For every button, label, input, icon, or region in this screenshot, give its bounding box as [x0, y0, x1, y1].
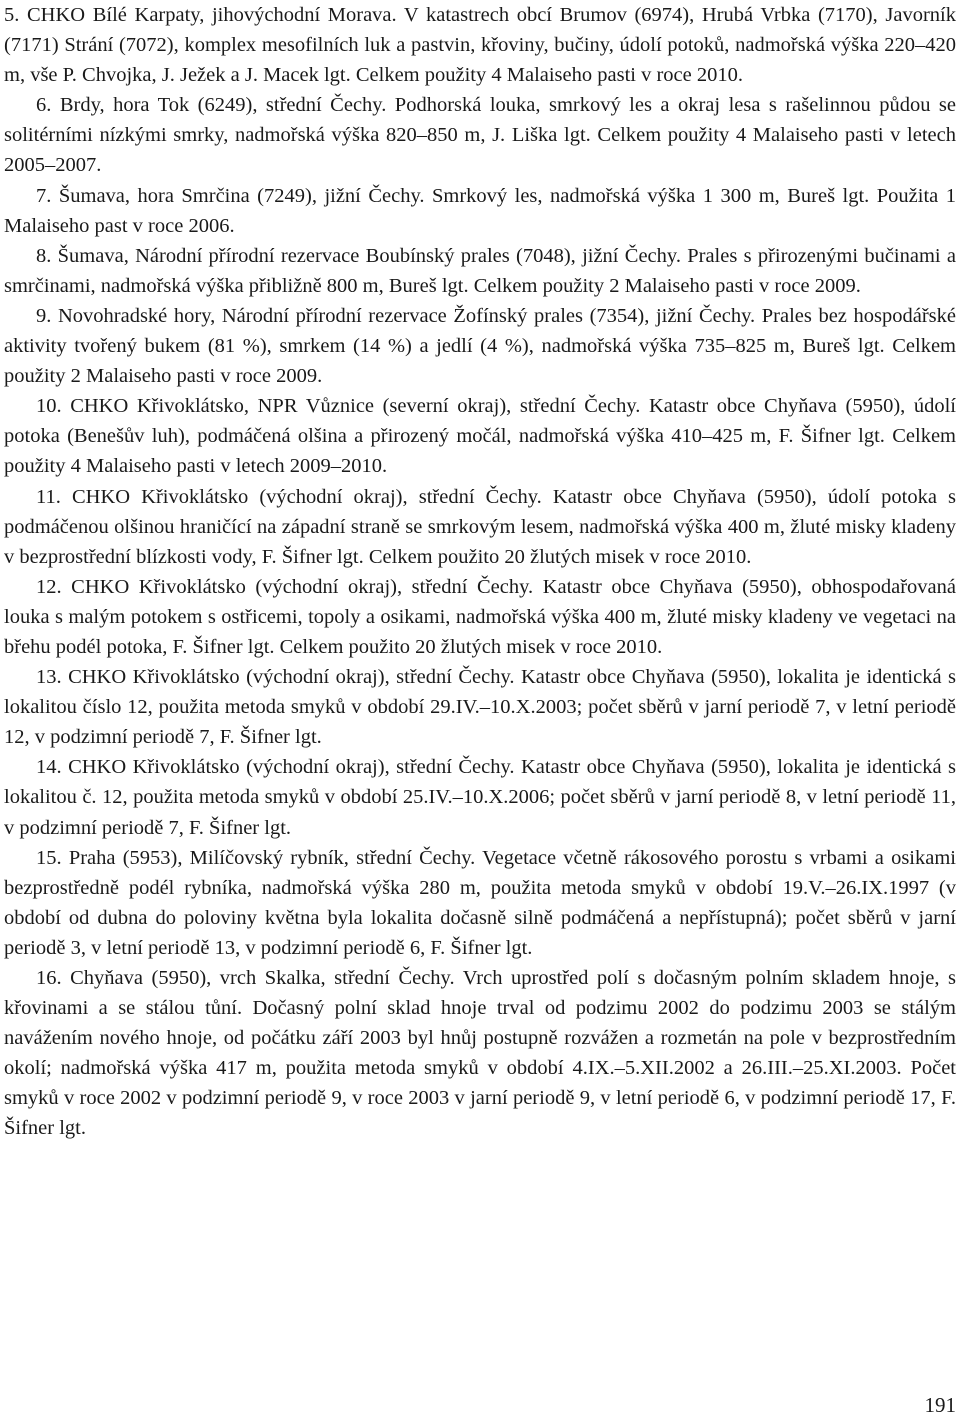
locality-paragraph-5: 5. CHKO Bílé Karpaty, jihovýchodní Morava. V katastrech obcí Brumov (6974), Hrubá Vrbka (7170), Javorník (7171) Strání (7072), komplex mesofilních luk a pastvin, křoviny, bučiny, údolí potoků, nadmořská výška 220–420 m, vše P. Chvojka, J. Ježek a J. Macek lgt. Celkem použity 4 Malaiseho pasti v roce 2010.: [4, 4, 956, 87]
locality-paragraph-12: 12. CHKO Křivoklátsko (východní okraj), střední Čechy. Katastr obce Chyňava (5950), obhospodařovaná louka s malým potokem s ostřicemi, topoly a osikami, nadmořská výška 400 m, žluté misky kladeny ve vegetaci na břehu podél potoka, F. Šifner lgt. Celkem použito 20 žlutých misek v roce 2010.: [4, 575, 956, 658]
locality-paragraph-8: 8. Šumava, Národní přírodní rezervace Boubínský prales (7048), jižní Čechy. Prales s přirozenými bučinami a smrčinami, nadmořská výška přibližně 800 m, Bureš lgt. Celkem použity 2 Malaiseho pasti v roce 2009.: [4, 244, 956, 297]
locality-paragraph-11: 11. CHKO Křivoklátsko (východní okraj), střední Čechy. Katastr obce Chyňava (5950), údolí potoka s podmáčenou olšinou hraničící na západní straně se smrkovým lesem, nadmořská výška 400 m, žluté misky kladeny v bezprostřední blízkosti vody, F. Šifner lgt. Celkem použito 20 žlutých misek v roce 2010.: [4, 485, 956, 568]
locality-paragraph-9: 9. Novohradské hory, Národní přírodní rezervace Žofínský prales (7354), jižní Čechy. Prales bez hospodářské aktivity tvořený bukem (81 %), smrkem (14 %) a jedlí (4 %), nadmořská výška 735–825 m, Bureš lgt. Celkem použity 2 Malaiseho pasti v roce 2009.: [4, 304, 956, 388]
locality-paragraph-7: 7. Šumava, hora Smrčina (7249), jižní Čechy. Smrkový les, nadmořská výška 1 300 m, Bureš lgt. Použita 1 Malaiseho past v roce 2006.: [4, 184, 956, 237]
page-number: 191: [924, 1393, 956, 1417]
locality-paragraph-13: 13. CHKO Křivoklátsko (východní okraj), střední Čechy. Katastr obce Chyňava (5950), lokalita je identická s lokalitou číslo 12, použita metoda smyků v období 29.IV.–10.X.2003; počet sběrů v jarní periodě 7, v letní periodě 12, v podzimní periodě 7, F. Šifner lgt.: [4, 666, 956, 749]
locality-paragraph-14: 14. CHKO Křivoklátsko (východní okraj), střední Čechy. Katastr obce Chyňava (5950), lokalita je identická s lokalitou č. 12, použita metoda smyků v období 25.IV.–10.X.2006; počet sběrů v jarní periodě 8, v letní periodě 11, v podzimní periodě 7, F. Šifner lgt.: [4, 756, 956, 839]
locality-paragraph-10: 10. CHKO Křivoklátsko, NPR Vůznice (severní okraj), střední Čechy. Katastr obce Chyňava (5950), údolí potoka (Benešův luh), podmáčená olšina a přirozený močál, nadmořská výška 410–425 m, F. Šifner lgt. Celkem použity 4 Malaiseho pasti v letech 2009–2010.: [4, 395, 956, 478]
locality-paragraph-16: 16. Chyňava (5950), vrch Skalka, střední Čechy. Vrch uprostřed polí s dočasným polním skladem hnoje, s křovinami a se stálou tůní. Dočasný polní sklad hnoje trval od podzimu 2002 do podzimu 2003 se stálým navážením nového hnoje, od počátku září 2003 byl hnůj postupně rozvážen a rozmetán na pole v bezprostředním okolí; nadmořská výška 417 m, použita metoda smyků v období 4.IX.–5.XII.2002 a 26.III.–25.XI.2003. Počet smyků v roce 2002 v podzimní periodě 9, v roce 2003 v jarní periodě 9, v letní periodě 6, v podzimní periodě 17, F. Šifner lgt.: [4, 967, 956, 1140]
locality-paragraph-15: 15. Praha (5953), Milíčovský rybník, střední Čechy. Vegetace včetně rákosového porostu s vrbami a osikami bezprostředně podél rybníka, nadmořská výška 280 m, použita metoda smyků v období 19.V.–26.IX.1997 (v období od dubna do poloviny května byla lokalita dočasně silně podmáčená a nepřístupná); počet sběrů v jarní periodě 3, v letní periodě 13, v podzimní periodě 6, F. Šifner lgt.: [4, 846, 956, 959]
locality-paragraph-6: 6. Brdy, hora Tok (6249), střední Čechy. Podhorská louka, smrkový les a okraj lesa s rašelinnou půdou se solitérními nízkými smrky, nadmořská výška 820–850 m, J. Liška lgt. Celkem použity 4 Malaiseho pasti v letech 2005–2007.: [4, 94, 956, 177]
text-body: [4, 0, 956, 1144]
